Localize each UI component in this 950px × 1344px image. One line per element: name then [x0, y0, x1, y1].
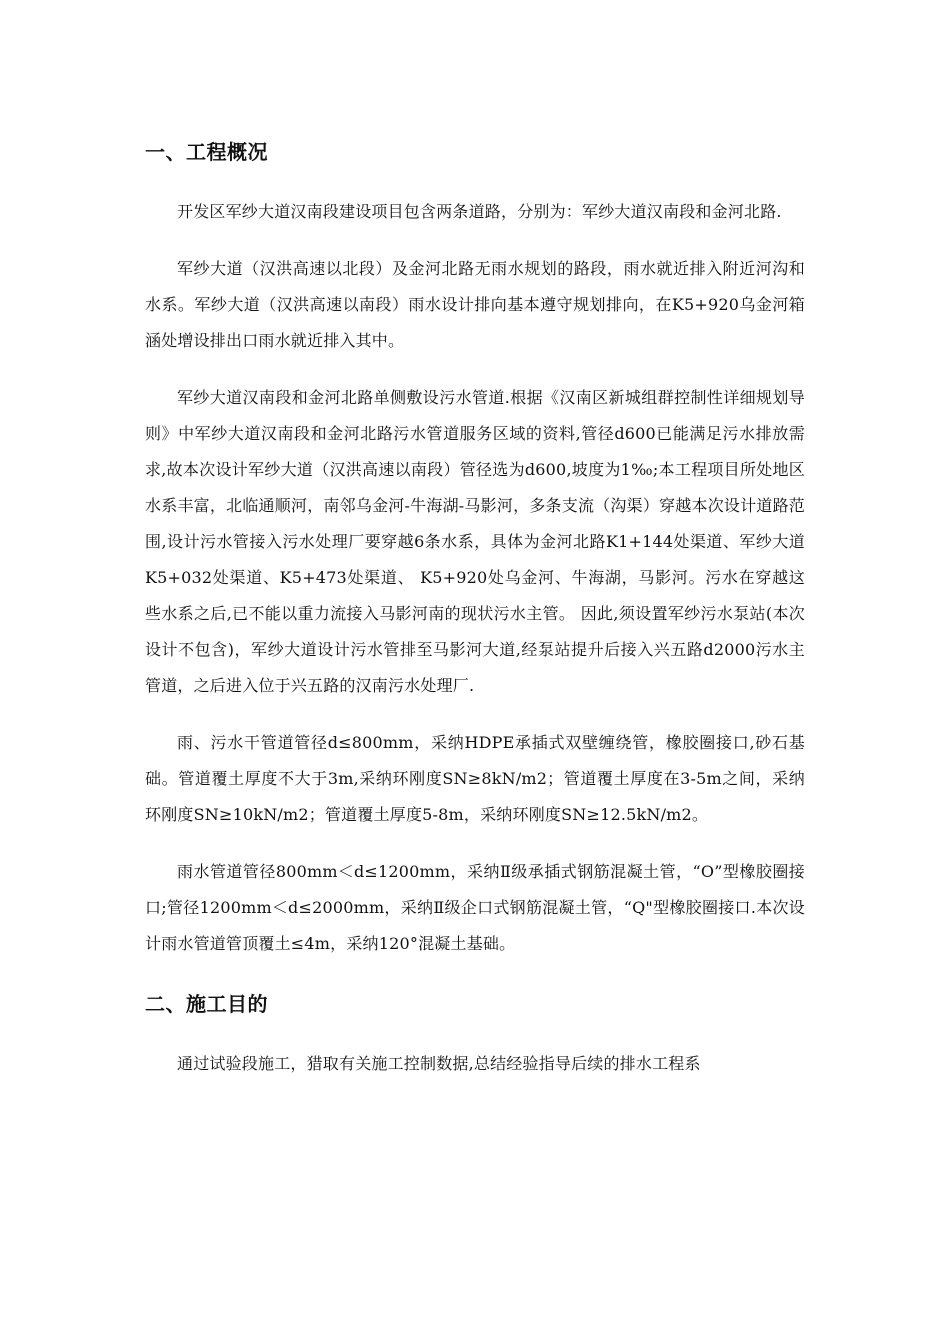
- paragraph-hdpe-pipe-spec: 雨、污水干管道管径d≤800mm，采纳HDPE承插式双壁缠绕管，橡胶圈接口,砂石基础。管道覆土厚度不大于3m,采纳环刚度SN≥8kN/m2；管道覆土厚度在3-5m之间，采纳环刚度SN≥10kN/m2；管道覆土厚度5-8m，采纳环刚度SN≥12.5kN/m2。: [145, 733, 805, 824]
- section-heading-overview: 一、工程概况: [145, 140, 268, 164]
- paragraph-sewage-pipeline: 军纱大道汉南段和金河北路单侧敷设污水管道.根据《汉南区新城组群控制性详细规划导则》中军纱大道汉南段和金河北路污水管道服务区域的资料,管径d600已能满足污水排放需求,故本次设计军纱大道（汉洪高速以南段）管径选为d600,坡度为1‰;本工程项目所处地区水系丰富，北临通顺河，南邻乌金河-牛海湖-马影河，多条支流（沟渠）穿越本次设计道路范围,设计污水管接入污水处理厂要穿越6条水系，具体为金河北路K1+144处渠道、军纱大道K5+032处渠道、K5+473处渠道、 K5+920处乌金河、牛海湖，马影河。污水在穿越这些水系之后,已不能以重力流接入马影河南的现状污水主管。 因此,须设置军纱污水泵站(本次设计不包含)，军纱大道设计污水管排至马影河大道,经泵站提升后接入兴五路d2000污水主管道，之后进入位于兴五路的汉南污水处理厂.: [145, 388, 805, 695]
- document-body: [145, 134, 805, 1103]
- section-heading-purpose: 二、施工目的: [145, 992, 268, 1016]
- paragraph-project-scope: 开发区军纱大道汉南段建设项目包含两条道路，分别为：军纱大道汉南段和金河北路.: [177, 202, 782, 221]
- paragraph-trial-section: 通过试验段施工，猎取有关施工控制数据,总结经验指导后续的排水工程系: [177, 1054, 701, 1073]
- paragraph-rainwater-drainage: 军纱大道（汉洪高速以北段）及金河北路无雨水规划的路段，雨水就近排入附近河沟和水系。军纱大道（汉洪高速以南段）雨水设计排向基本遵守规划排向，在K5+920乌金河箱涵处增设排出口雨水就近排入其中。: [145, 259, 805, 350]
- paragraph-concrete-pipe-spec: 雨水管道管径800mm＜d≤1200mm，采纳Ⅱ级承插式钢筋混凝土管，“O”型橡胶圈接口;管径1200mm＜d≤2000mm，采纳Ⅱ级企口式钢筋混凝土管，“Q"型橡胶圈接口.本次设计雨水管道管顶覆土≤4m，采纳120°混凝土基础。: [145, 862, 805, 953]
